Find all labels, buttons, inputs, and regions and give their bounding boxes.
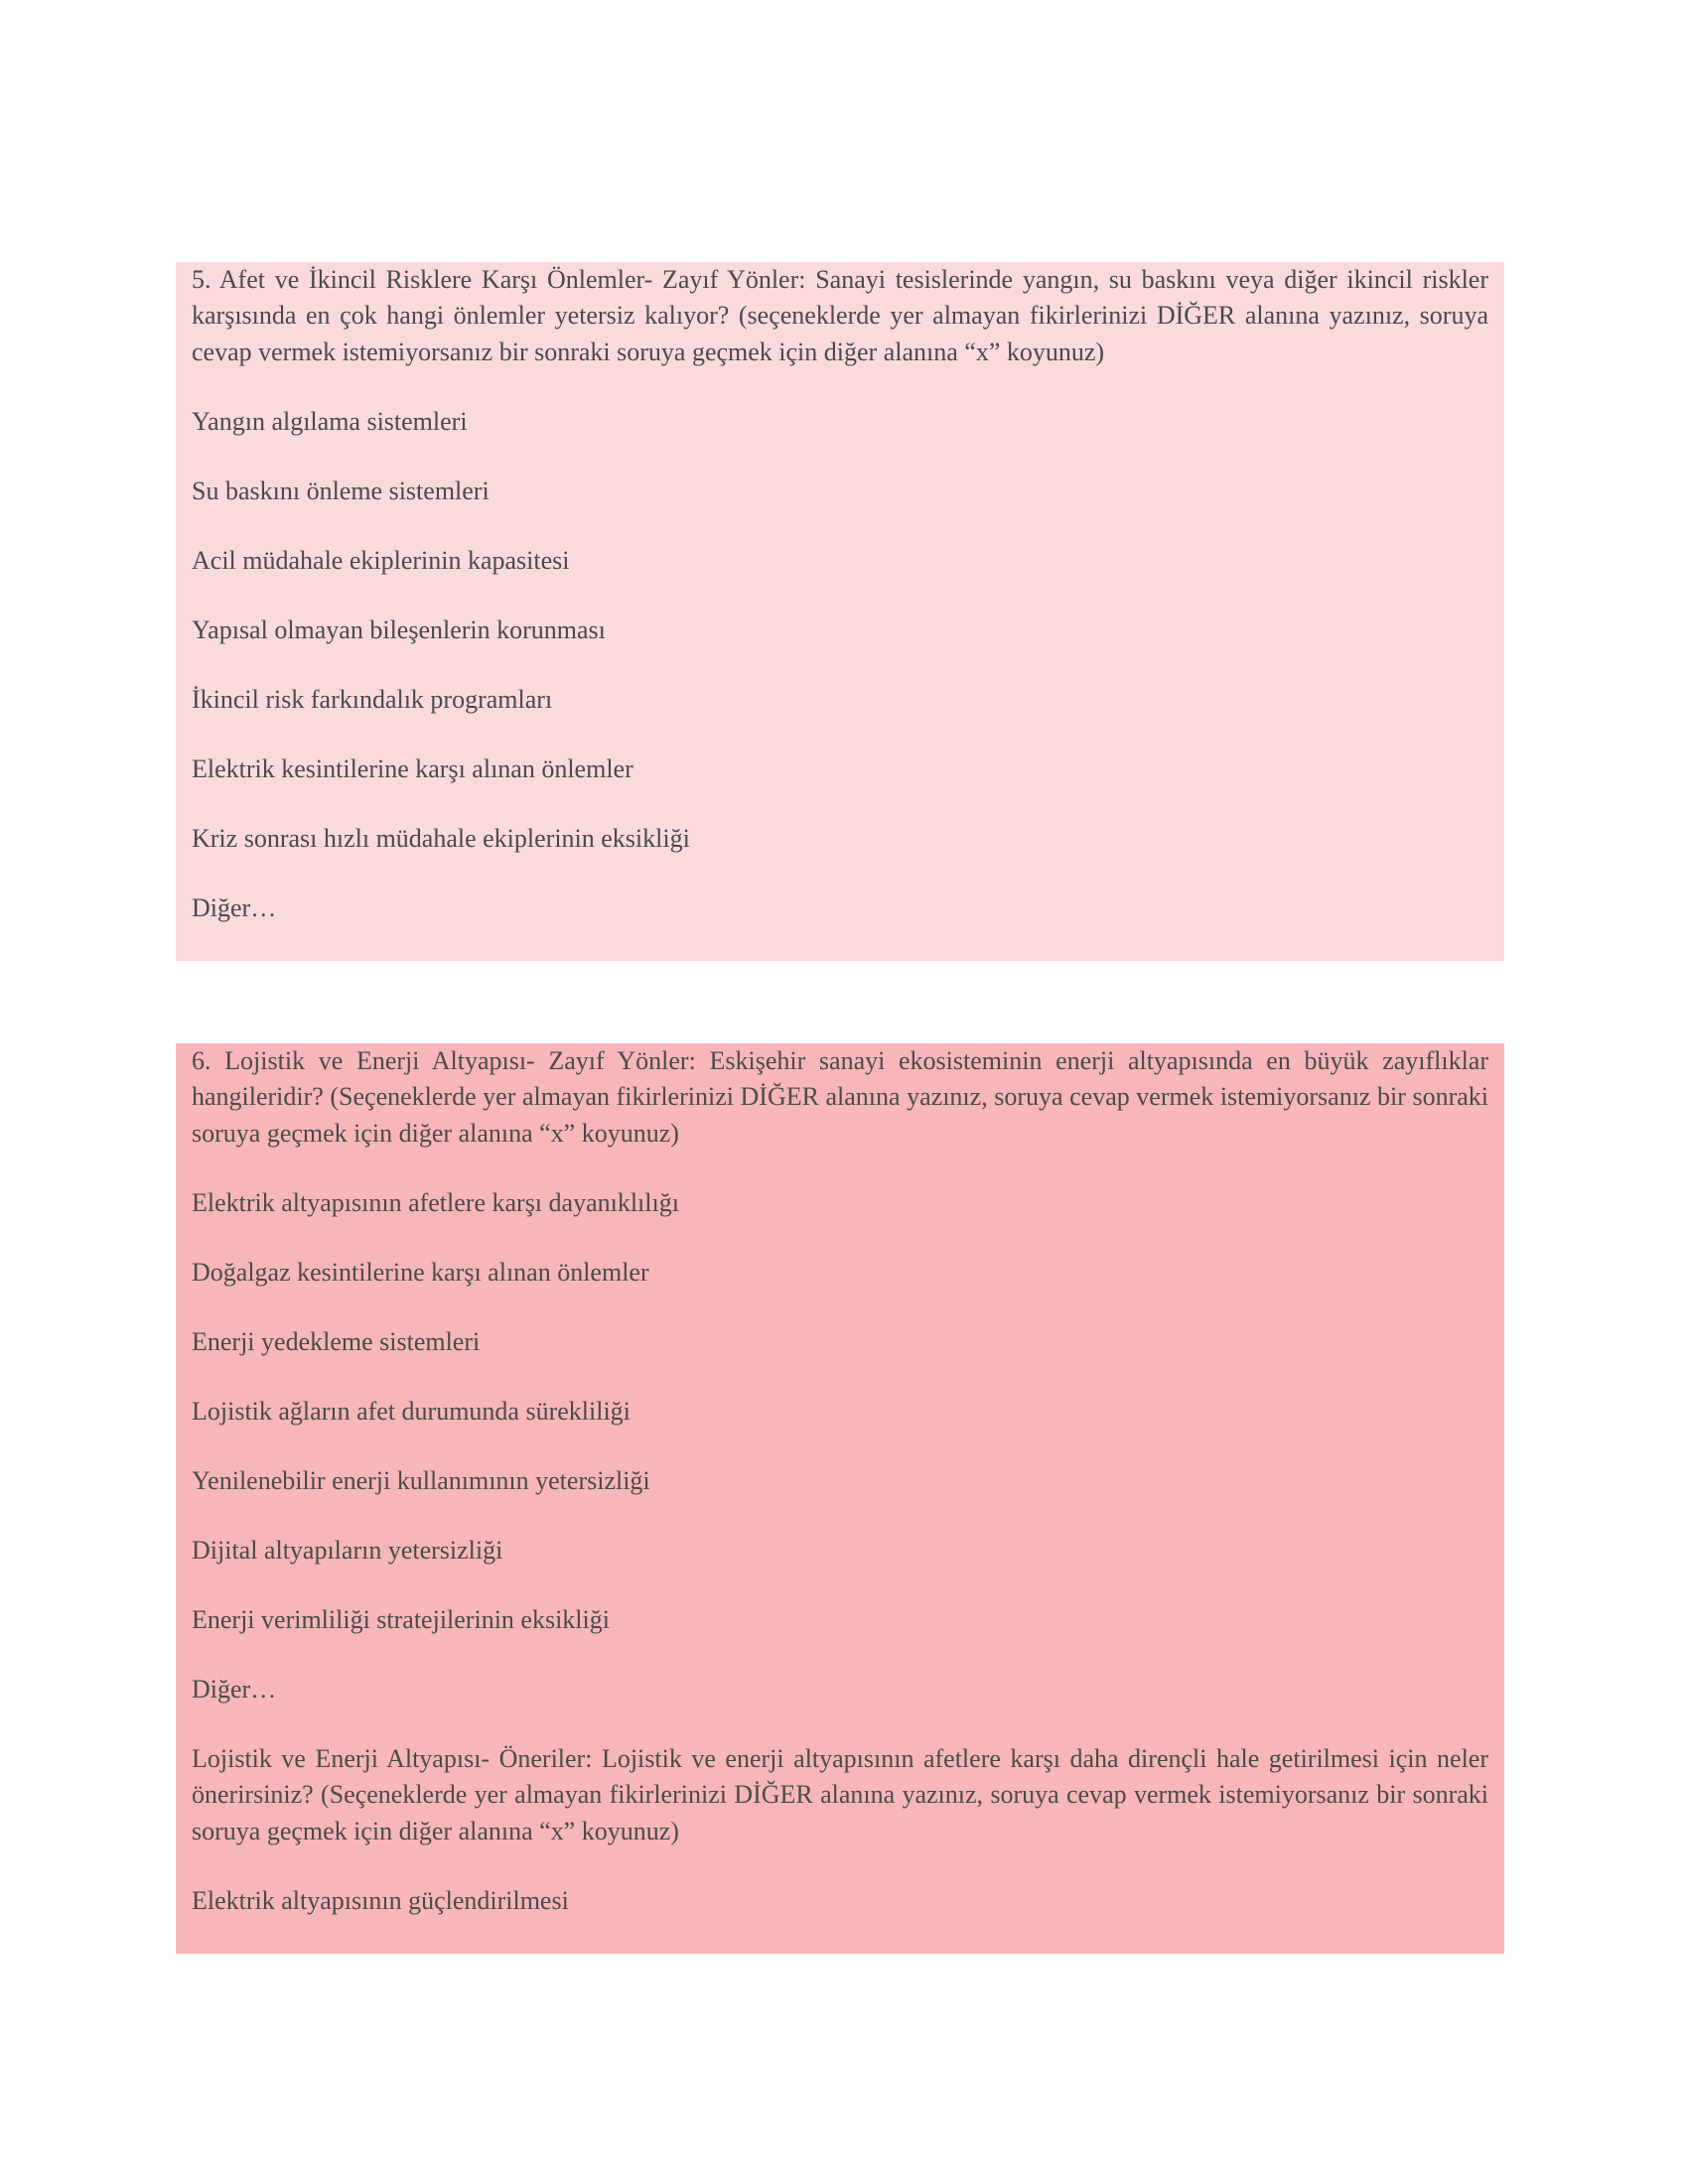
q6-option-renewable-shortfall: Yenilenebilir enerji kullanımının yetersizliği	[192, 1465, 650, 1495]
question-6-text: 6. Lojistik ve Enerji Altyapısı- Zayıf Yönler: Eskişehir sanayi ekosisteminin enerji altyapısında en büyük zayıflıklar hangileridir? (Seçeneklerde yer almayan fikirlerinizi DİĞER alanına yazınız, soruya cevap vermek istemiyorsanız bir sonraki soruya geçmek için diğer alanına “x” koyunuz)	[192, 1046, 1488, 1148]
q6-option-electric-resilience: Elektrik altyapısının afetlere karşı dayanıklılığı	[192, 1187, 679, 1217]
question-6-followup-text: Lojistik ve Enerji Altyapısı- Öneriler: Lojistik ve enerji altyapısının afetlere karşı daha dirençli hale getirilmesi için neler önerirsiniz? (Seçeneklerde yer almayan fikirlerinizi DİĞER alanına yazınız, soruya cevap vermek istemiyorsanız bir sonraki soruya geçmek için diğer alanına “x” koyunuz)	[192, 1743, 1488, 1845]
q5-option-nonstructural-protection: Yapısal olmayan bileşenlerin korunması	[192, 614, 606, 644]
q6-option-logistics-continuity: Lojistik ağların afet durumunda sürekliliği	[192, 1396, 631, 1426]
q5-option-flood-prevention: Su baskını önleme sistemleri	[192, 476, 490, 505]
q5-option-post-crisis-response: Kriz sonrası hızlı müdahale ekiplerinin eksikliği	[192, 823, 690, 853]
q6-option-gas-outage-measures: Doğalgaz kesintilerine karşı alınan önlemler	[192, 1257, 649, 1287]
q6-option-other: Diğer…	[192, 1674, 277, 1704]
question-5-block	[176, 262, 1504, 961]
q6-option-energy-backup: Enerji yedekleme sistemleri	[192, 1326, 481, 1356]
q6-option-efficiency-strategies: Enerji verimliliği stratejilerinin eksikliği	[192, 1604, 610, 1634]
question-5-text: 5. Afet ve İkincil Risklere Karşı Önlemler- Zayıf Yönler: Sanayi tesislerinde yangın, su baskını veya diğer ikincil riskler karşısında en çok hangi önlemler yetersiz kalıyor? (seçeneklerde yer almayan fikirlerinizi DİĞER alanına yazınız, soruya cevap vermek istemiyorsanız bir sonraki soruya geçmek için diğer alanına “x” koyunuz)	[192, 265, 1488, 366]
q5-option-power-outage-measures: Elektrik kesintilerine karşı alınan önlemler	[192, 753, 633, 783]
q5-option-other: Diğer…	[192, 892, 277, 922]
question-6-block	[176, 1043, 1504, 1954]
q5-option-secondary-risk-awareness: İkincil risk farkındalık programları	[192, 684, 553, 714]
q6-option-digital-infrastructure: Dijital altyapıların yetersizliği	[192, 1535, 503, 1565]
q6-followup-option-electric-strengthening: Elektrik altyapısının güçlendirilmesi	[192, 1885, 569, 1915]
q5-option-emergency-team-capacity: Acil müdahale ekiplerinin kapasitesi	[192, 545, 570, 575]
q5-option-fire-detection: Yangın algılama sistemleri	[192, 406, 468, 436]
